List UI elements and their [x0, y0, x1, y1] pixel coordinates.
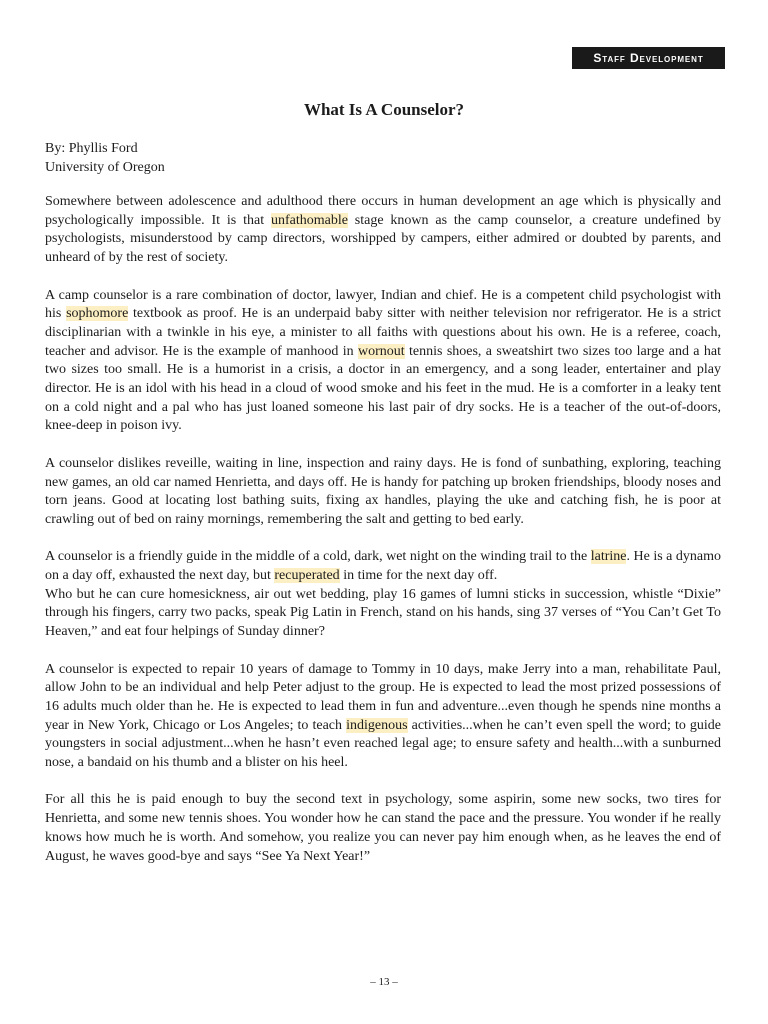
- paragraph-text: stage known as the camp counselor, a creature undefined by psychologists, misunderstood by camp directors, worshipped by campers, either admired or doubted by parents, and unheard of by the rest of society.: [45, 212, 722, 266]
- paragraph-text: tennis shoes, a sweatshirt two sizes too large and a hat two sizes too small. He is a humorist in a crisis, a doctor in an emergency, and a song leader, entertainer and play director. He is an idol with his head in a cloud of wood smoke and his feet in the mud. He is a comforter in a leaky tent on a cold night and a pal who has just loaned someone his last pair of dry socks. He is a teacher of the out-of-doors, knee-deep in poison ivy.: [45, 343, 721, 434]
- body-paragraph: [45, 455, 721, 530]
- highlighted-word: unfathomable: [270, 212, 348, 228]
- byline: [45, 139, 165, 177]
- body-paragraph: [45, 661, 721, 773]
- paragraph-text: A counselor dislikes reveille, waiting in line, inspection and rainy days. He is fond of sunbathing, exploring, teaching new games, an old car named Henrietta, and days off. He is handy for patching up broken friendships, bloody noses and torn jeans. Good at locating lost bathing suits, fixing ax handles, playing the uke and catching fish, he is poor at crawling out of bed on rainy mornings, remembering the salt and getting to bed early.: [45, 455, 721, 527]
- highlighted-word: sophomore: [66, 306, 129, 322]
- body-paragraph: [45, 193, 721, 268]
- paragraph-text: . He is a dynamo on a day off, exhausted the next day, but: [45, 549, 722, 584]
- paragraph-text: activities...when he can’t even spell the word; to guide youngsters in social adjustment...when he hasn’t even reached legal age; to ensure safety and health...with a sunburned nose, a bandaid on his thumb and a blister on his heel.: [45, 717, 722, 771]
- highlighted-word: latrine: [590, 549, 627, 565]
- body-paragraph: [45, 548, 721, 642]
- body-paragraph: [45, 287, 721, 437]
- highlighted-word: indigenous: [346, 717, 408, 733]
- paragraph-text: in time for the next day off.: [339, 568, 498, 584]
- highlighted-word: wornout: [357, 343, 405, 359]
- paragraph-text: A camp counselor is a rare combination of doctor, lawyer, Indian and chief. He is a competent child psychologist with his: [45, 287, 721, 322]
- paragraph-text: For all this he is paid enough to buy the second text in psychology, some aspirin, some new socks, two tires for Henrietta, and some new tennis shoes. You wonder how he can stand the pace and the pressure. You wonder if he really knows how much he is worth. And somehow, you realize you can never pay him enough when, as he leaves the end of August, he waves good-bye and says “See Ya Next Year!”: [45, 792, 721, 864]
- body-paragraph: [45, 791, 721, 866]
- author-affiliation: University of Oregon: [45, 160, 165, 175]
- paragraph-text: A counselor is expected to repair 10 years of damage to Tommy in 10 days, make Jerry into a man, rehabilitate Paul, allow John to be an individual and help Peter adjust to the group. He is expected to lead the most prized possessions of 16 adults much older than he. He is expected to lead them in fun and adventure...even though he spends nine months a year in New York, Chicago or Los Angeles; to teach: [45, 661, 721, 733]
- article-body: [45, 193, 721, 885]
- highlighted-word: recuperated: [274, 568, 340, 584]
- paragraph-text: Who but he can cure homesickness, air out wet bedding, play 16 games of lumni sticks in succession, whistle “Dixie” through his fingers, carry two packs, speak Pig Latin in French, stand on his hands, sing 37 verses of “You Can’t Get To Heaven,” and eat four helpings of Sunday dinner?: [45, 586, 721, 640]
- paragraph-text: Somewhere between adolescence and adulthood there occurs in human development an age which is physically and psychologically impossible. It is that: [45, 194, 721, 228]
- section-label-badge: Staff Development: [572, 47, 725, 69]
- author-name: By: Phyllis Ford: [45, 141, 138, 156]
- page-number: – 13 –: [370, 976, 398, 988]
- paragraph-text: textbook as proof. He is an underpaid baby sitter with neither television nor refrigerator. He is a strict disciplinarian with a twinkle in his eye, a minister to all faiths with questions about his own. He is a referee, coach, teacher and advisor. He is the example of manhood in: [45, 306, 721, 359]
- paragraph-text: A counselor is a friendly guide in the middle of a cold, dark, wet night on the winding trail to the: [45, 549, 591, 565]
- article-title: What Is A Counselor?: [303, 100, 465, 119]
